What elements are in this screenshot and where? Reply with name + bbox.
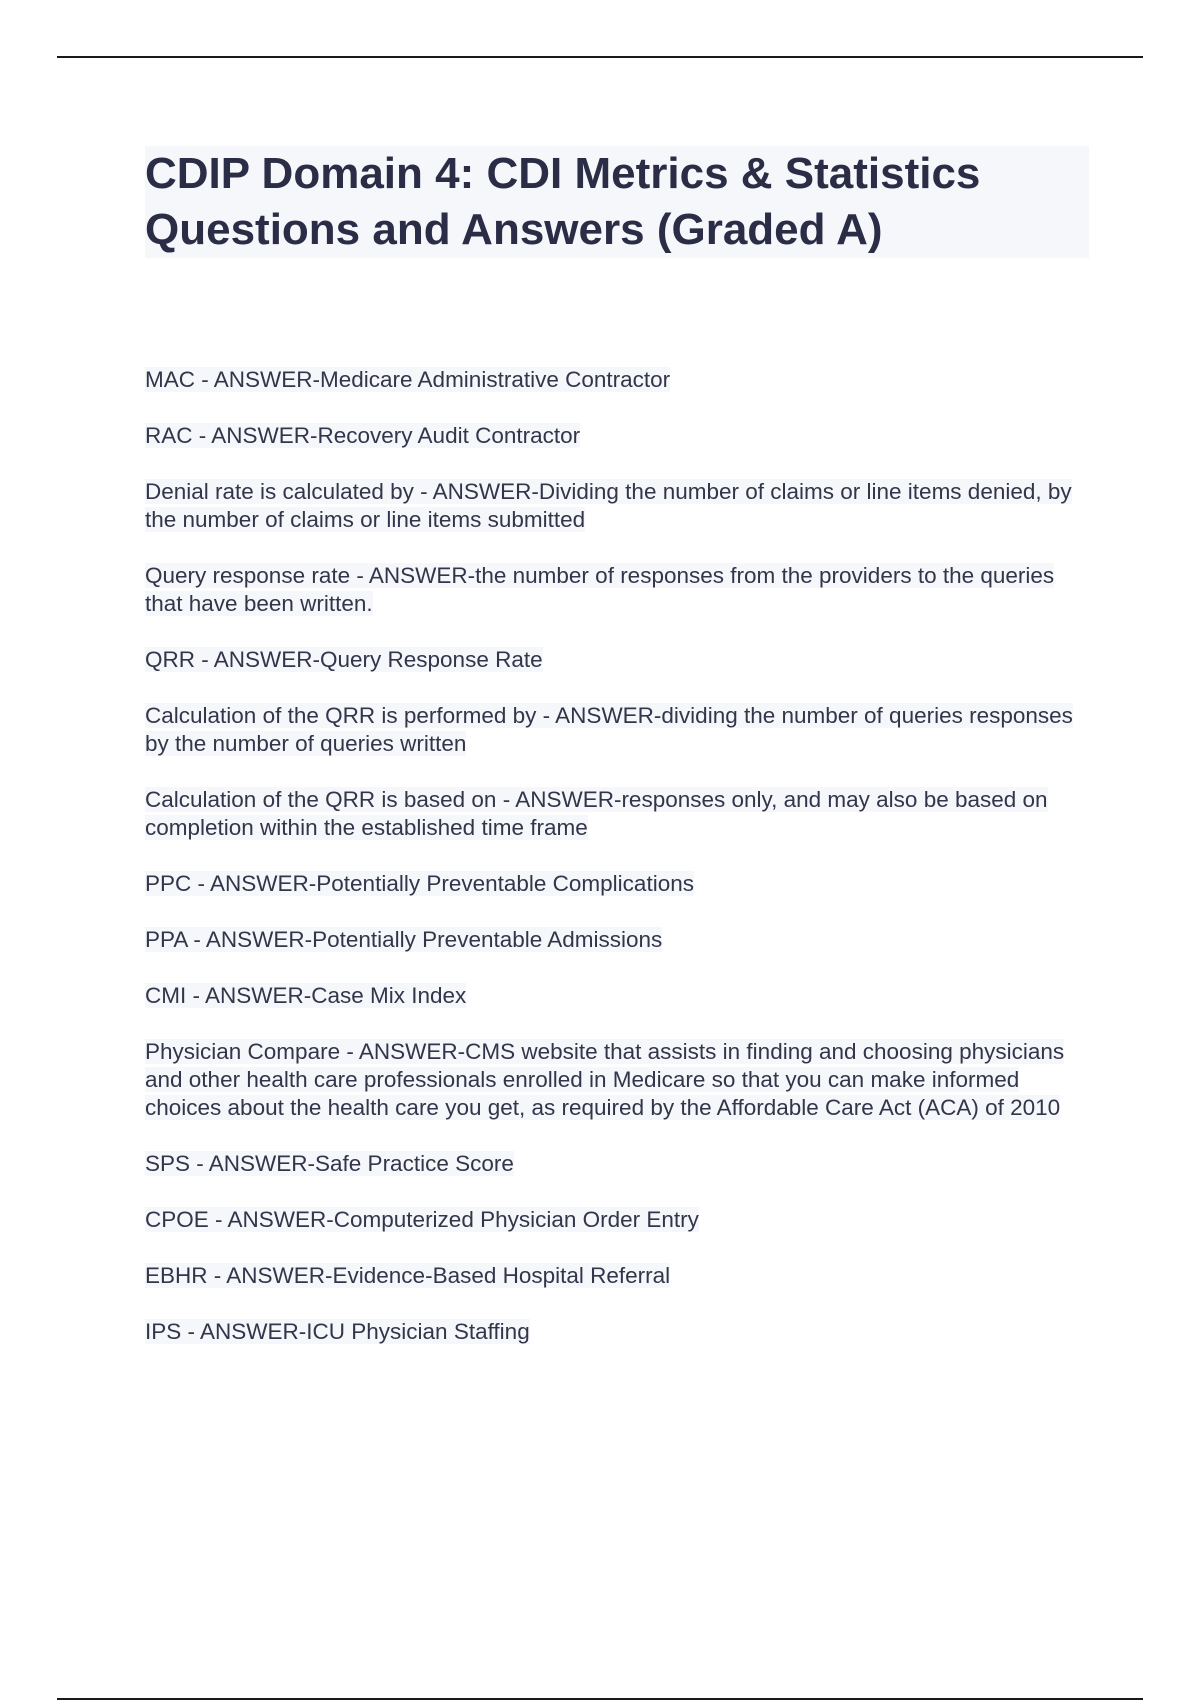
qa-text: EBHR - ANSWER-Evidence-Based Hospital Referral <box>145 1263 671 1288</box>
qa-text: Calculation of the QRR is based on - ANSWER-responses only, and may also be based on completion within the established time frame <box>145 787 1048 840</box>
qa-text: Query response rate - ANSWER-the number of responses from the providers to the queries that have been written. <box>145 563 1055 616</box>
document-title <box>145 146 1089 258</box>
qa-item-denial-rate <box>145 478 1095 534</box>
qa-text: PPA - ANSWER-Potentially Preventable Admissions <box>145 927 663 952</box>
qa-text: RAC - ANSWER-Recovery Audit Contractor <box>145 423 581 448</box>
top-rule <box>57 56 1143 58</box>
qa-text: Physician Compare - ANSWER-CMS website that assists in finding and choosing physicians and other health care professionals enrolled in Medicare so that you can make informed choices about the health care you get, as required by the Affordable Care Act (ACA) of 2010 <box>145 1039 1065 1120</box>
qa-item-qrr-basis <box>145 786 1095 842</box>
qa-item-ebhr <box>145 1262 1095 1290</box>
qa-item-physician-compare <box>145 1038 1095 1122</box>
qa-item-cpoe <box>145 1206 1095 1234</box>
qa-text: IPS - ANSWER-ICU Physician Staffing <box>145 1319 530 1344</box>
qa-text: CMI - ANSWER-Case Mix Index <box>145 983 467 1008</box>
qa-text: Calculation of the QRR is performed by - ANSWER-dividing the number of queries responses by the number of queries written <box>145 703 1073 756</box>
qa-text: SPS - ANSWER-Safe Practice Score <box>145 1151 514 1176</box>
qa-item-rac <box>145 422 1095 450</box>
qa-item-qrr <box>145 646 1095 674</box>
qa-text: PPC - ANSWER-Potentially Preventable Complications <box>145 871 694 896</box>
qa-item-ppa <box>145 926 1095 954</box>
qa-item-mac <box>145 366 1095 394</box>
title-line-1: CDIP Domain 4: CDI Metrics & Statistics <box>145 149 981 198</box>
qa-item-cmi <box>145 982 1095 1010</box>
qa-item-qrr-calculation <box>145 702 1095 758</box>
qa-item-sps <box>145 1150 1095 1178</box>
title-line-2: Questions and Answers (Graded A) <box>145 205 883 254</box>
qa-text: Denial rate is calculated by - ANSWER-Dividing the number of claims or line items denied, by the number of claims or line items submitted <box>145 479 1072 532</box>
qa-text: MAC - ANSWER-Medicare Administrative Contractor <box>145 367 671 392</box>
qa-text: CPOE - ANSWER-Computerized Physician Order Entry <box>145 1207 699 1232</box>
qa-item-ppc <box>145 870 1095 898</box>
qa-text: QRR - ANSWER-Query Response Rate <box>145 647 543 672</box>
qa-item-query-response-rate <box>145 562 1095 618</box>
qa-list <box>145 366 1095 1374</box>
qa-item-ips <box>145 1318 1095 1346</box>
